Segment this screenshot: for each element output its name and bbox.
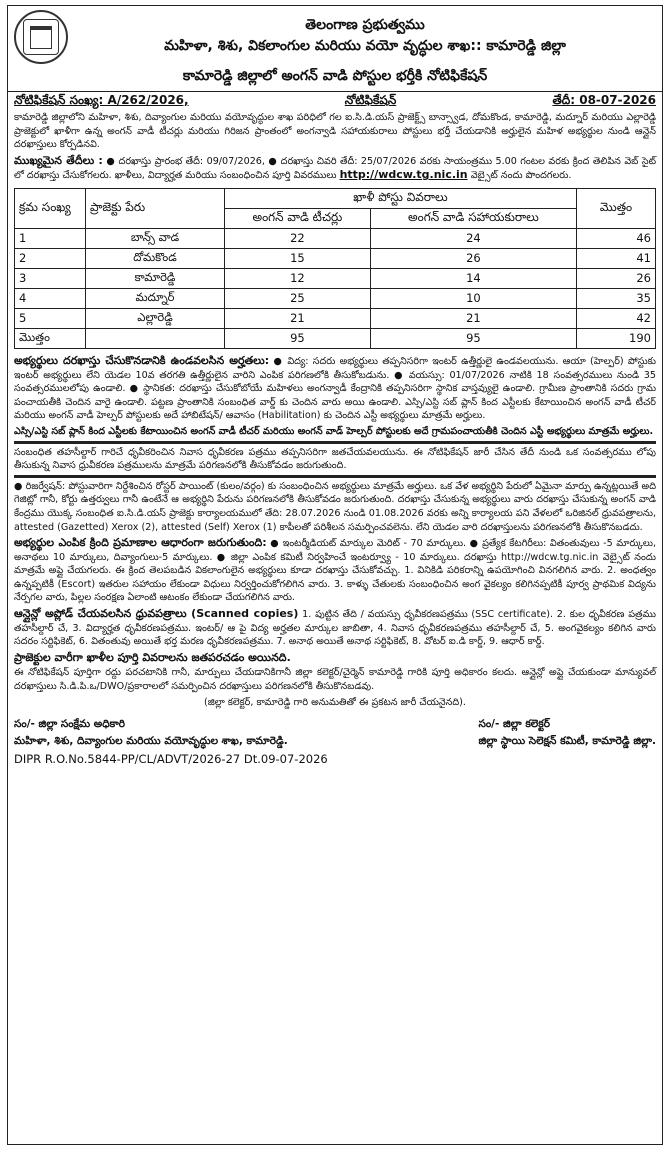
- website-suffix: వెబ్సైట్ నందు పొందగలరు.: [470, 170, 572, 182]
- table-row: 1 బాన్స్ వాడ 22 24 46: [15, 228, 656, 248]
- eligibility-st-note: ఎస్సి/ఎస్టి సబ్ ప్లాన్ కింద ఎస్టీలకు కేటాయించిన అంగన్ వాడీ టీచర్ మరియు అంగన్ వాడ్ హెల్పర్ పోస్టులకు అదే గ్రామపంచాయతీకి చెందిన ఎస్టీ అభ్యర్థులు మాత్రమే అర్హులు.: [14, 425, 654, 437]
- closing-paragraph: ఈ నోటిఫికేషన్ పూర్తిగా రద్దు పరచటానికి గానీ, మార్పులు చేయడానికిగానీ జిల్లా కలెక్టర్/చైర్మెన్ కామారెడ్డి గారికి పూర్తి అధికారం కలదు. ఆన్లైన్లో అప్లై చేయకుండా మాన్యువల్ దరఖాస్తులు సి.డి.పి.ఒ/DWO/ప్రకారాలలో సమర్పించిన దరఖాస్తులు పరిగణనలోకి తీసుకొనబడవు.: [14, 667, 656, 693]
- dates-continuation: 5.00 గంటల వరకు క్రింద తెలిపిన వెబ్ సైట్ లో దరఖాస్తు చేసుకోగలరు. ఖాళీలు, విద్యార్హత మరియు సంబంధించిన పూర్తి వివరములు: [14, 155, 656, 182]
- selection-title: అభ్యర్థుల ఎంపిక క్రింది ప్రమాణాల ఆధారంగా జరుగుతుంది:: [14, 536, 267, 550]
- intro-paragraph: కామారెడ్డి జిల్లాలోని మహిళా, శిశు, దివ్యాంగుల మరియు వయోవృద్ధుల శాఖ పరిధిలో గల ఐ.సి.డి.యస్ ప్రాజెక్ట్స్ బాన్స్వాడ, దోమకొండ, కామారెడ్డి, మద్నూర్ మరియు ఎల్లారెడ్డి ప్రాజెక్టులో ఖాళీగా ఉన్న అంగన్ వాడీ టీచర్లు మరియు గిరిజన ప్రాంతంలో అంగన్వాడి సహాయకురాలు పోస్టులు భర్తీ చేయడానికి అర్హులైన మహిళ అభ్యర్థుల నుండి ఆన్లైన్ దరఖాస్తులు కోర్పడినవి.: [14, 112, 656, 151]
- government-seal-icon: [14, 10, 68, 64]
- vacancy-table: [14, 188, 656, 349]
- notification-label: నోటిఫికేషన్: [344, 93, 397, 107]
- header: [8, 6, 662, 66]
- website-link[interactable]: http://wdcw.tg.nic.in: [339, 168, 468, 182]
- col-project: ప్రాజెక్టు పేరు: [86, 188, 225, 228]
- uploads-body: 1. పుట్టిన తేది / వయస్సు ధృవీకరణపత్రము (SSC certificate). 2. కుల ధృవీకరణ పత్రము తహసీల్దార్ చే, 3. విద్యార్హత ధృవీకరణపత్రము. ఇంటర్/ ఆ పై విద్య అర్హతల మార్కుల జాబితా, 4. నివాస ధృవీకరణపత్రము తహసీల్దార్ చే, 5. అంగవైకల్యం కలిగిన వారు సదరం సర్టిఫికెట్, 6. వితంతువు అయితే భర్త మరణ ధృవీకరణపత్రము. 7. అనాథ అయితే అనాథ సర్టిఫికెట్, 8. వోటర్ ఐ.డి కార్డ్, 9. ఆధార్ కార్డ్.: [14, 609, 656, 648]
- col-helpers: అంగన్ వాడి సహాయకురాలు: [370, 208, 576, 228]
- table-row: 2 దోమకొండ 15 26 41: [15, 248, 656, 268]
- notification-number: నోటిఫికేషన్ సంఖ్య: A/262/2026,: [14, 93, 189, 107]
- selection-body: ● ఇంటర్మీడియట్ మార్కుల మెరిట్ - 70 మార్కులు. ● ప్రత్యేక కేటగిరీలు: వితంతువులు -5 మార్కులు, అనాథలు 10 మార్కులు, దివ్యాంగులు-5 మార్కులు. ● జిల్లా ఎంపిక కమిటీ నిర్వహించే ఇంటర్వ్యూ - 10 మార్కులు. దరఖాస్తు http://wdcw.tg.nic.in వెబ్సైట్ నందు మాత్రమే అప్లై చేయగలరు. ఈ క్రింద తెలపబడిన వికలాంగులైన అభ్యర్థులు కూడా దరఖాస్తు చేసుకోవచ్చు. 1. వినికిడి పరికరాన్ని ఉపయోగించి వినగలిగిన వారు. 2. అంధత్వం ఉన్నప్పటికీ (Escort) ఇతరుల సహాయం లేకుండా విధులు నిర్వర్తించుకోగలిగిన వారు. 3. కాళ్ళు చేతులకు సంబంధించిన అంగ వైకల్యం కలిగినప్పటికీ పూర్వ ప్రాథమిక విద్యను నేర్పగల వారు, పిల్లల సంరక్షణ ఏలాంటి ఆటంకం లేకుండా చేయగలిగిన వారు.: [14, 538, 656, 604]
- residence-note: సంబంధిత తహసీల్దార్ గారిచే ధృవీకరించిన నివాస ధృవీకరణ పత్రము తప్పనిసరిగా జతచేయవలయును. ఈ నోటిఫికేషన్ జారీ చేసిన తేదీ నుండి ఒక సంవత్సరము లోపు తీసుకున్న నివాస ధ్రువీకరణ పత్రములను మాత్రమే పరిగణనలోకి తీసుకోవడం జరుగుతుంది.: [14, 446, 656, 472]
- table-row: 4 మద్నూర్ 25 10 35: [15, 288, 656, 308]
- notification-page: [7, 5, 663, 1145]
- start-date: ● దరఖాస్తు ప్రారంభ తేదీ: 09/07/2026,: [106, 155, 265, 167]
- eligibility-body: ● విద్య: సదరు అభ్యర్థులు తప్పనిసరిగా ఇంటర్ ఉత్తీర్ణులై ఉండవలయును. ఆయా (హెల్పర్) పోస్టుకు ఇంటర్ అభ్యర్థులు లేని యెడల 10వ తరగతి ఉత్తీర్ణులైన వారిని ఎంపిక పరిగణలోకి తీసుకోబడును. ● వయస్సు: 01/07/2026 నాటికి 18 సంవత్సరములు నుండి 35 సంవత్సరములలోపు ఉండాలి. ● స్థానికత: దరఖాస్తు చేసుకోబోయే మహిళలు అంగన్వాడీ కేంద్రానికి తప్పనిసరిగా స్థానిక వాస్తవ్యులై ఉండాలి. గ్రామీణ ప్రాంతానికి సదరు గ్రామ పంచాయతీకి చెందిన వారై ఉండాలి. పట్టణ ప్రాంతానికి సంబంధిత వార్డ్ కు చెందిన వారు అయి ఉండాలి. ఎస్సి/ఎస్టి సబ్ ప్లాన్ కింద ఎస్టీలకు కేటాయించిన అంగన్ వాడీ టీచర్ మరియు అంగన్ వాడీ హెల్పర్ పోస్టులకు అదే హాబిటేషన్/ ఆవాసం (Habilitation) కు చెందిన ఎస్టీ అభ్యర్థులు మాత్రమే అర్హులు.: [14, 355, 656, 422]
- divider: [14, 441, 656, 444]
- col-serial: క్రమ సంఖ్య: [15, 188, 86, 228]
- signatures: [8, 710, 662, 750]
- uploads-section: [8, 606, 662, 650]
- uploads-title: ఆన్లైన్లో అప్లోడ్ చేయవలసిన ధ్రువపత్రాలు (Scanned copies): [14, 607, 299, 621]
- col-teachers: అంగన్ వాడి టీచర్లు: [225, 208, 371, 228]
- dates-label: ముఖ్యమైన తేదీలు :: [14, 153, 103, 167]
- end-date: ● దరఖాస్తు చివరి తేదీ: 25/07/2026 వరకు సాయంత్రము: [268, 155, 493, 167]
- important-dates: [8, 153, 662, 184]
- col-vacancy-group: ఖాళీ పోస్టు వివరాలు: [225, 188, 577, 208]
- signature-right: సం/- జిల్లా కలెక్టర్ జిల్లా స్థాయి సెలెక్షన్ కమిటీ, కామారెడ్డి జిల్లా.: [478, 718, 656, 748]
- col-total: మొత్తం: [577, 188, 656, 228]
- eligibility-title: అభ్యర్థులు దరఖాస్తు చేసుకొనడానికి ఉండవలసిన అర్హతలు:: [14, 353, 270, 367]
- notice-title: కామారెడ్డి జిల్లాలో అంగన్ వాడి పోస్టుల భర్తీకి నోటిఫికేషన్: [182, 68, 488, 84]
- notification-meta: [8, 93, 662, 110]
- notification-date: తేదీ: 08-07-2026: [552, 93, 656, 107]
- closing-note: (జిల్లా కలెక్టర్, కామారెడ్డి గారి అనుమతితో ఈ ప్రకటన జారీ చేయనైనది).: [204, 696, 466, 708]
- divider: [14, 475, 656, 478]
- dipr-reference: DIPR R.O.No.5844-PP/CL/ADVT/2026-27 Dt.09-07-2026: [14, 752, 328, 767]
- department-name: మహిళా, శిశు, వికలాంగుల మరియు వయో వృద్ధుల శాఖ:: కామారెడ్డి జిల్లా: [164, 38, 566, 54]
- projects-note: ప్రాజెక్టుల వారీగా ఖాళీల పూర్తి వివరాలను జతపరచడం అయినది.: [14, 650, 291, 664]
- reservation-note: ● రిజర్వేషన్: పోస్టువారిగా నిర్దేశించిన రోస్టర్ పాయింట్ (కులం/వర్గం) కు సంబంధించిన అభ్యర్థులు మాత్రమే అర్హులు. ఒక వేళ అభ్యర్థిని పేరులో ఏమైనా మార్పు ఉన్నట్లయితే అది గెజిట్లో గానీ, కోర్టు ఉత్తర్వులు గానీ ఉంటేనే ఆ అభ్యర్థిని పేరును పరిగణనలోకి తీసుకోవడం జరుగుతుంది. దరఖాస్తు చేసుకున్న అభ్యర్థులు వారు దరఖాస్తు చేసుకున్న అంగన్ వాడి కేంద్రము యొక్క సంబంధిత ఐ.సి.డి.యస్ ప్రాజెక్టు కార్యాలయములో తేది: 28.07.2026 నుండి 01.08.2026 వరకు అన్ని కార్యాలయ పని వేళలలో ఒరిజినల్ ధ్రువపత్రాలను, attested (Gazetted) Xerox (2), attested (Self) Xerox (1) కాపీలతో పరిశీలన సమర్పించవలెను. లేని యెడల వారి దరఖాస్తులను పరిగణనలోకి తీసుకొనబడదు.: [14, 480, 656, 533]
- table-total-row: మొత్తం 95 95 190: [15, 328, 656, 348]
- table-row: 3 కామారెడ్డి 12 14 26: [15, 268, 656, 288]
- divider: [8, 91, 662, 92]
- signature-left: సం/- జిల్లా సంక్షేమ అధికారి మహిళా, శిశు, దివ్యాంగుల మరియు వయోవృద్ధుల శాఖ, కామారెడ్డి.: [14, 718, 288, 748]
- table-row: 5 ఎల్లారెడ్డి 21 21 42: [15, 308, 656, 328]
- selection-section: [8, 535, 662, 606]
- eligibility-section: [8, 353, 662, 424]
- government-name: తెలంగాణ ప్రభుత్వము: [305, 17, 425, 33]
